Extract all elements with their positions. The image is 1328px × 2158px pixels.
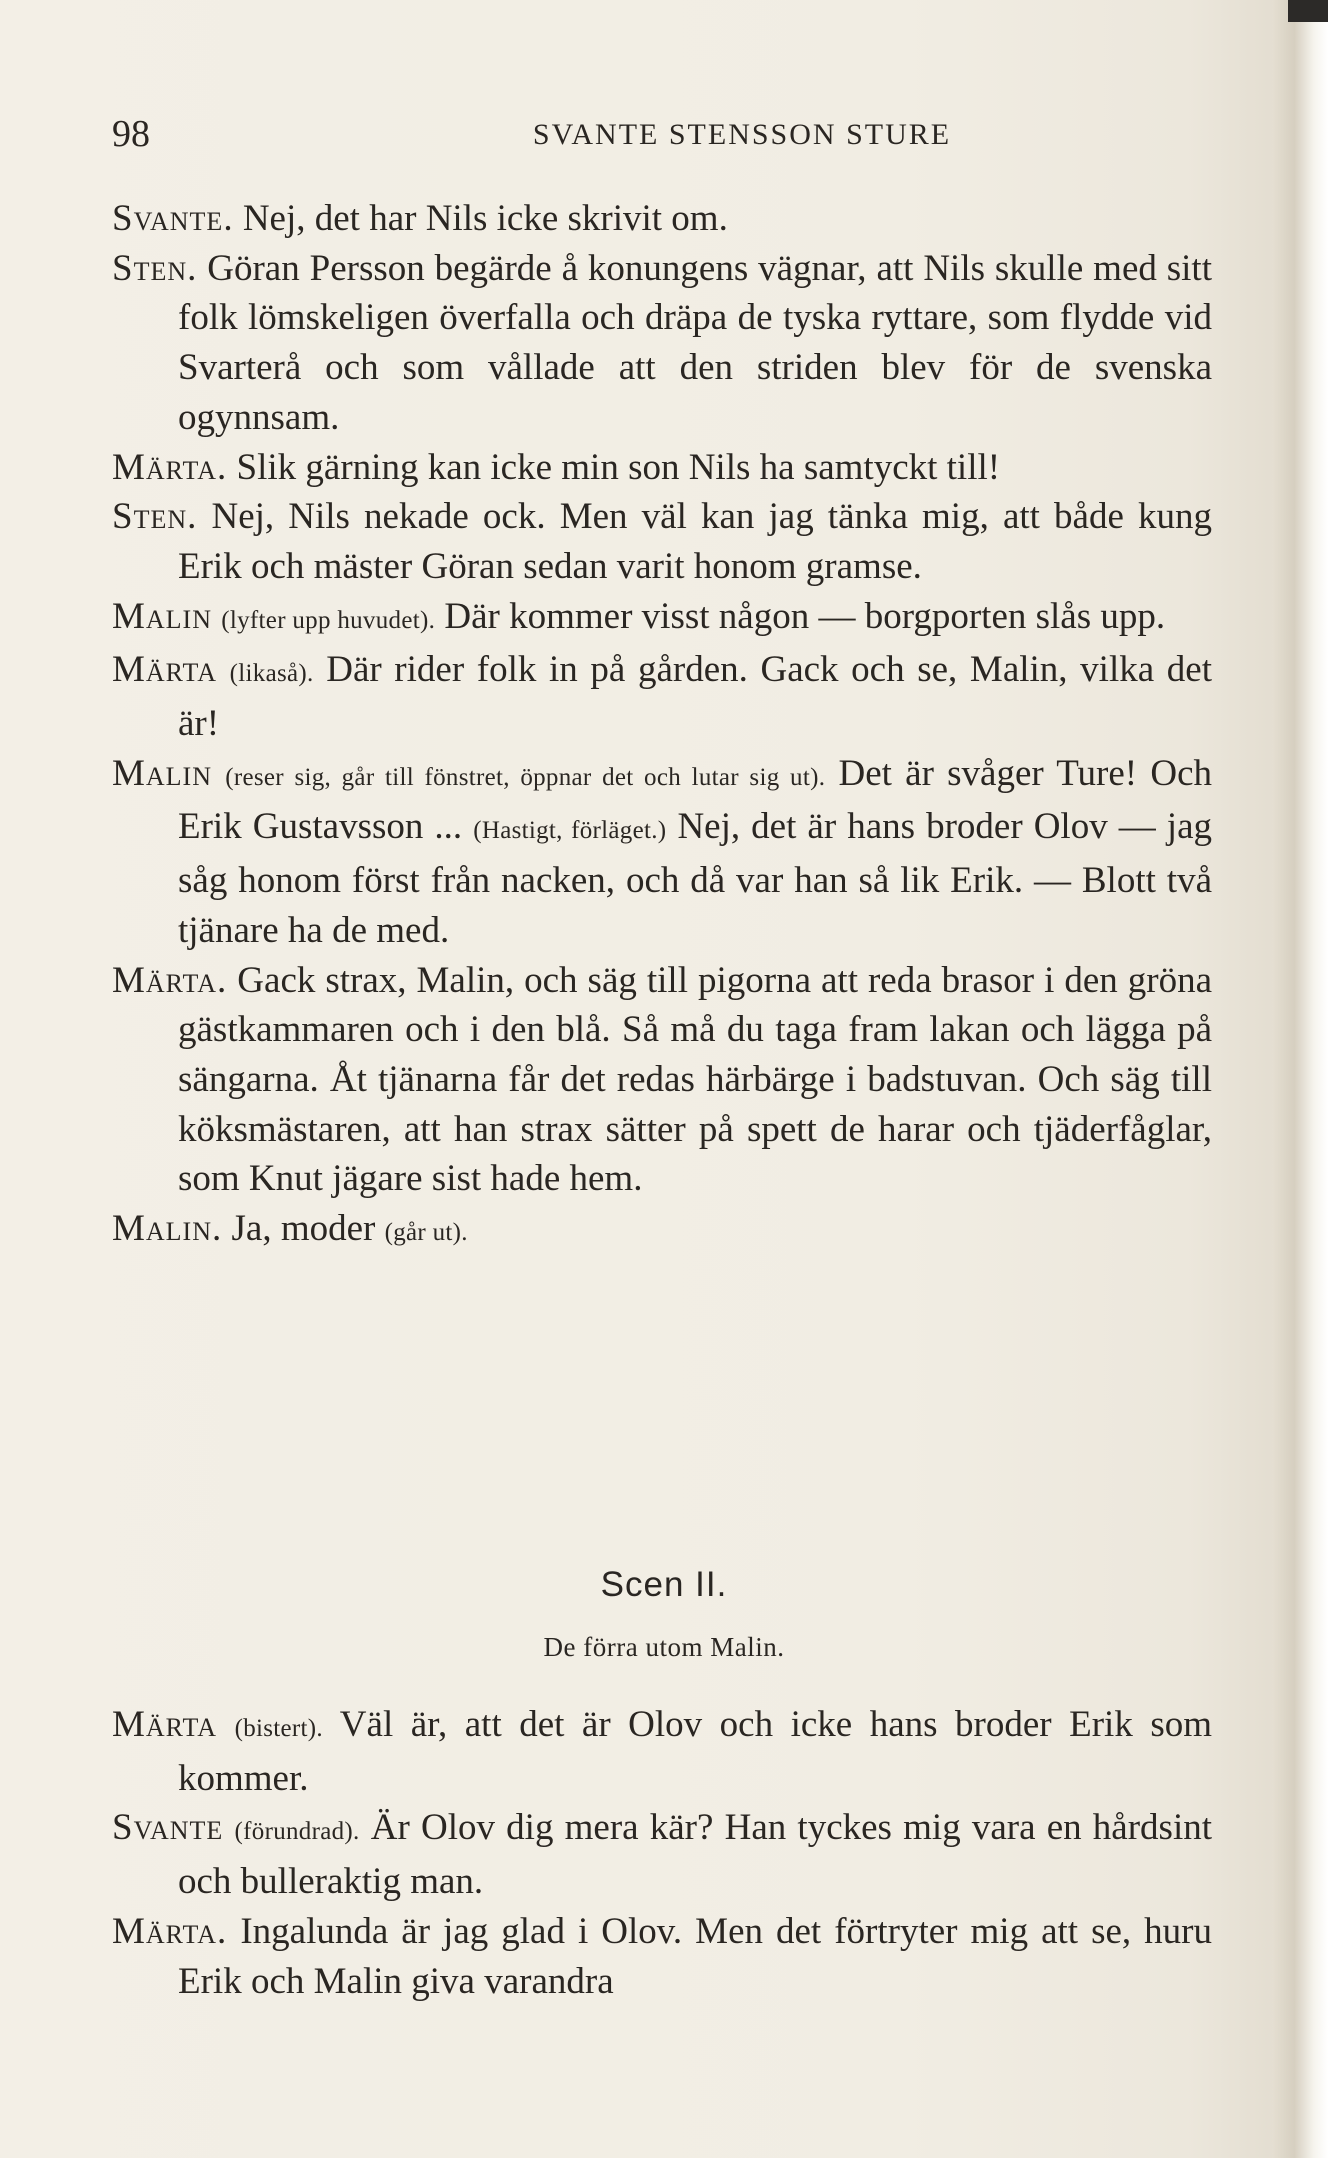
stage-direction: (likaså). — [229, 660, 314, 688]
speaker-name: Malin — [112, 595, 212, 637]
stage-direction: (lyfter upp huvudet). — [221, 606, 436, 634]
speech-text: Där kommer visst någon — borgporten slås upp. — [444, 595, 1166, 637]
speech-line — [112, 443, 1212, 493]
speech-text: Ja, moder — [231, 1208, 376, 1250]
speech-text: Det är svåger Ture! Och Erik Gustavsson ... — [178, 752, 1212, 848]
speech-line — [112, 1700, 1212, 1803]
running-title: SVANTE STENSSON STURE — [532, 118, 952, 151]
stage-direction: (går ut). — [384, 1219, 468, 1247]
speaker-name: Sten. — [112, 247, 198, 289]
scene-heading: Scen II. — [600, 1565, 728, 1604]
speech-line — [112, 645, 1212, 748]
speaker-name: Svante. — [112, 198, 234, 239]
speech-text: Nej, det har Nils icke skrivit om. — [242, 198, 728, 239]
scene-one-dialogue — [112, 194, 1212, 1258]
speaker-name: Märta — [112, 1704, 218, 1745]
page-header — [112, 112, 1212, 162]
page-edge-shadow — [1272, 0, 1328, 2158]
speaker-name: Märta. — [112, 446, 228, 488]
speech-line — [112, 956, 1212, 1205]
speaker-name: Sten. — [112, 496, 198, 538]
speech-line — [112, 244, 1212, 443]
speaker-name: Malin — [112, 752, 212, 794]
speech-text: Är Olov dig mera kär? Han tyckes mig vara en hårdsint och bulleraktig man. — [178, 1807, 1213, 1903]
speech-text: Slik gärning kan icke min son Nils ha samtyckt till! — [236, 446, 1001, 488]
stage-direction: (bistert). — [234, 1715, 323, 1742]
speech-text: Väl är, att det är Olov och icke hans broder Erik som kommer. — [178, 1704, 1212, 1799]
speech-text: Där rider folk in på gården. Gack och se, Malin, vilka det är! — [178, 649, 1212, 745]
speech-line — [112, 1907, 1212, 2006]
speech-line — [112, 492, 1212, 591]
speaker-name: Märta. — [112, 959, 228, 1001]
speech-text: Göran Persson begärde å konungens vägnar, att Nils skulle med sitt folk lömskeligen överfalla och dräpa de tyska ryttare, som flydde vid Svarterå och som vållade att den striden blev för de svenska ogynnsam. — [178, 247, 1212, 438]
speaker-name: Malin. — [112, 1208, 223, 1250]
speech-text: Nej, det är hans broder Olov — jag såg honom först från nacken, och då var han så lik Erik. — Blott två tjänare ha de med. — [178, 806, 1213, 951]
stage-direction: (förundrad). — [234, 1818, 360, 1846]
speech-line — [112, 1803, 1212, 1906]
stage-direction: (Hastigt, förläget.) — [473, 817, 667, 845]
speech-text: Gack strax, Malin, och säg till pigorna att reda brasor i den gröna gästkammaren och i den blå. Så må du taga fram lakan och lägga på sängarna. Åt tjänarna får det redas härbärge i badstuvan. Och säg till köksmästaren, att han strax sätter på spett de harar och tjäderfåglar, som Knut jägare sist hade hem. — [178, 959, 1213, 1200]
stage-direction: (reser sig, går till fönstret, öppnar det och lutar sig ut). — [225, 763, 826, 791]
scan-corner — [1288, 0, 1328, 22]
speaker-name: Märta. — [112, 1910, 228, 1952]
speech-line — [112, 1204, 1212, 1258]
scene-two-dialogue — [112, 1700, 1212, 2006]
speech-line — [112, 194, 1212, 244]
speech-text: Nej, Nils nekade ock. Men väl kan jag tänka mig, att både kung Erik och mäster Göran sedan varit honom gramse. — [178, 496, 1212, 587]
scene-cast-note: De förra utom Malin. — [543, 1632, 785, 1662]
speaker-name: Svante — [112, 1807, 224, 1849]
speech-text: Ingalunda är jag glad i Olov. Men det förtryter mig att se, huru Erik och Malin giva varandra — [178, 1910, 1213, 2002]
speech-line — [112, 749, 1212, 956]
page-number: 98 — [112, 113, 150, 155]
speech-line — [112, 592, 1212, 646]
speaker-name: Märta — [112, 649, 218, 691]
